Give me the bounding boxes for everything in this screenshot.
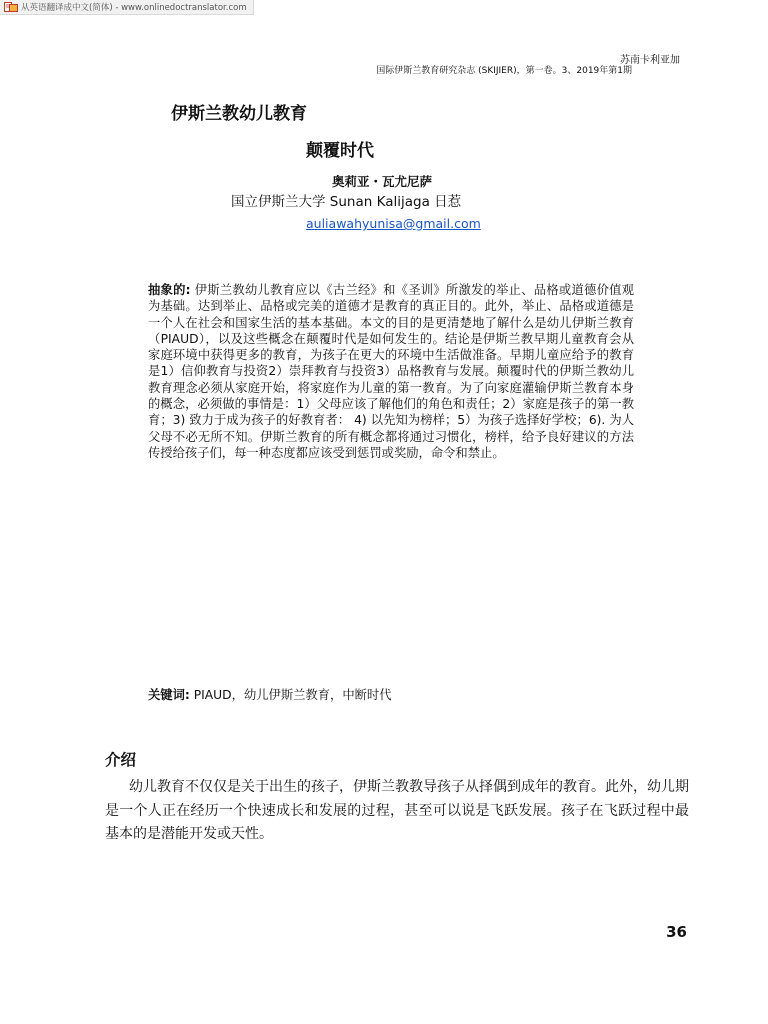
author-email-link[interactable]: auliawahyunisa@gmail.com [306, 216, 481, 231]
paper-title-line-1: 伊斯兰教幼儿教育 [171, 104, 307, 124]
abstract-text: 伊斯兰教幼儿教育应以《古兰经》和《圣训》所激发的举止、品格或道德价值观为基础。达到举止、品格或完美的道德才是教育的真正目的。此外，举止、品格或道德是一个人在社会和国家生活的基本基础。本文的目的是更清楚地了解什么是幼儿伊斯兰教育（PIAUD），以及这些概念在颠覆时代是如何发生的。结论是伊斯兰教早期儿童教育会从家庭环境中获得更多的教育，为孩子在更大的环境中生活做准备。早期儿童应给予的教育是1）信仰教育与投资2）崇拜教育与投资3）品格教育与发展。颠覆时代的伊斯兰教幼儿教育理念必须从家庭开始，将家庭作为儿童的第一教育。为了向家庭灌输伊斯兰教育本身的概念，必须做的事情是：1）父母应该了解他们的角色和责任；2）家庭是孩子的第一教育；3) 致力于成为孩子的好教育者： 4) 以先知为榜样；5）为孩子选择好学校；6). 为人父母不必无所不知。伊斯兰教育的所有概念都将通过习惯化，榜样，给予良好建议的方法传授给孩子们，每一种态度都应该受到惩罚或奖励，命令和禁止。 [148, 283, 634, 460]
translator-banner[interactable] [0, 0, 254, 15]
running-header-author: 苏南卡利亚加 [620, 55, 680, 66]
author-affiliation: 国立伊斯兰大学 Sunan Kalijaga 日惹 [231, 194, 462, 210]
author-name: 奥莉亚・瓦尤尼萨 [332, 174, 433, 189]
keywords-text: PIAUD，幼儿伊斯兰教育，中断时代 [189, 688, 392, 702]
keywords [148, 685, 392, 703]
section-heading-introduction: 介绍 [105, 751, 137, 769]
abstract-label: 抽象的: [148, 283, 191, 297]
introduction-paragraph: 幼儿教育不仅仅是关于出生的孩子，伊斯兰教教导孩子从择偶到成年的教育。此外，幼儿期是一个人正在经历一个快速成长和发展的过程，甚至可以说是飞跃发展。孩子在飞跃过程中最基本的是潜能开发或天性。 [105, 779, 689, 842]
document-translate-icon [4, 2, 18, 12]
page-number: 36 [666, 923, 687, 941]
translator-banner-text[interactable]: 从英语翻译成中文(简体) - www.onlinedoctranslator.com [21, 3, 247, 13]
keywords-label: 关键词: [148, 688, 190, 702]
running-header-journal: 国际伊斯兰教育研究杂志 (SKIJIER)，第一卷。3、2019年第1期 [376, 66, 632, 76]
paper-title-line-2: 颠覆时代 [306, 141, 374, 161]
abstract [148, 282, 634, 461]
